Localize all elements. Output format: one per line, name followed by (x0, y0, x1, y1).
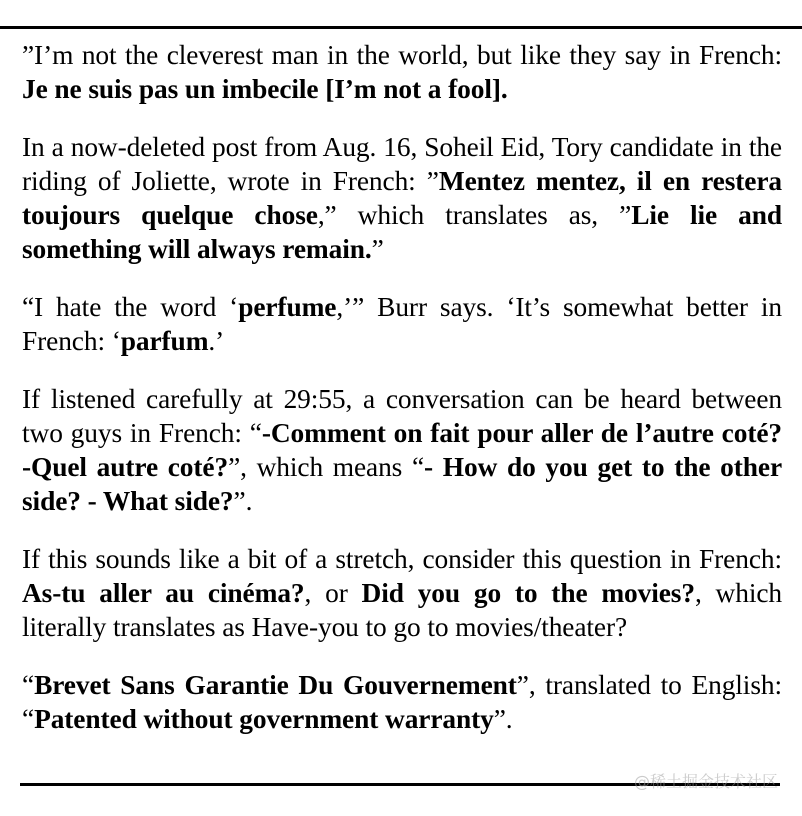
text-run: “I hate the word ‘ (22, 292, 239, 322)
bold-run: Je ne suis pas un imbecile [I’m not a fool]. (22, 74, 508, 104)
text-run: In a now-deleted post from Aug. 16, Soheil Eid, Tory candidate in the riding of Joliette, wrote in French: ” (22, 132, 782, 196)
text-run: If listened carefully at 29:55, a conversation can be heard between two guys in French: “ (22, 384, 782, 448)
example-paragraph-4 (22, 382, 782, 518)
text-run: ”. (493, 704, 513, 734)
text-run: “ (22, 670, 35, 700)
watermark: @稀土掘金技术社区 (633, 772, 778, 791)
example-list (22, 38, 782, 736)
text-run: ” (371, 234, 384, 264)
bold-run: parfum (120, 326, 209, 356)
example-paragraph-1 (22, 38, 782, 106)
example-paragraph-6 (22, 668, 782, 736)
text-run: , or (304, 578, 362, 608)
text-run: ,” which translates as, ” (317, 200, 632, 230)
bold-run: -Comment on fait pour aller de l’autre coté? -Quel autre coté? (22, 418, 782, 482)
text-run: ,’” Burr says. ‘It’s somewhat better in French: ‘ (22, 292, 782, 356)
bold-run: Lie lie and something will always remain. (22, 200, 782, 264)
bold-run: Did you go to the movies? (361, 578, 695, 608)
bold-run: perfume (238, 292, 337, 322)
text-run: ”I’m not the cleverest man in the world, but like they say in French: (22, 40, 782, 70)
text-run: .’ (208, 326, 225, 356)
text-run: If this sounds like a bit of a stretch, consider this question in French: (22, 544, 782, 574)
bold-run: - How do you get to the other side? - What side? (22, 452, 783, 516)
bold-run: As-tu aller au cinéma? (22, 578, 305, 608)
bold-run: Patented without government warranty (34, 704, 494, 734)
text-run: , which literally translates as Have-you to go to movies/theater? (22, 578, 782, 642)
text-run: ”. (233, 486, 253, 516)
example-paragraph-3 (22, 290, 782, 358)
example-paragraph-2 (22, 130, 782, 266)
bold-run: Mentez mentez, il en restera toujours quelque chose (22, 166, 783, 230)
top-rule (0, 26, 802, 29)
text-run: ”, which means “ (228, 452, 425, 482)
text-run: ”, translated to English: “ (22, 670, 782, 734)
example-paragraph-5 (22, 542, 782, 644)
bold-run: Brevet Sans Garantie Du Gouvernement (34, 670, 517, 700)
